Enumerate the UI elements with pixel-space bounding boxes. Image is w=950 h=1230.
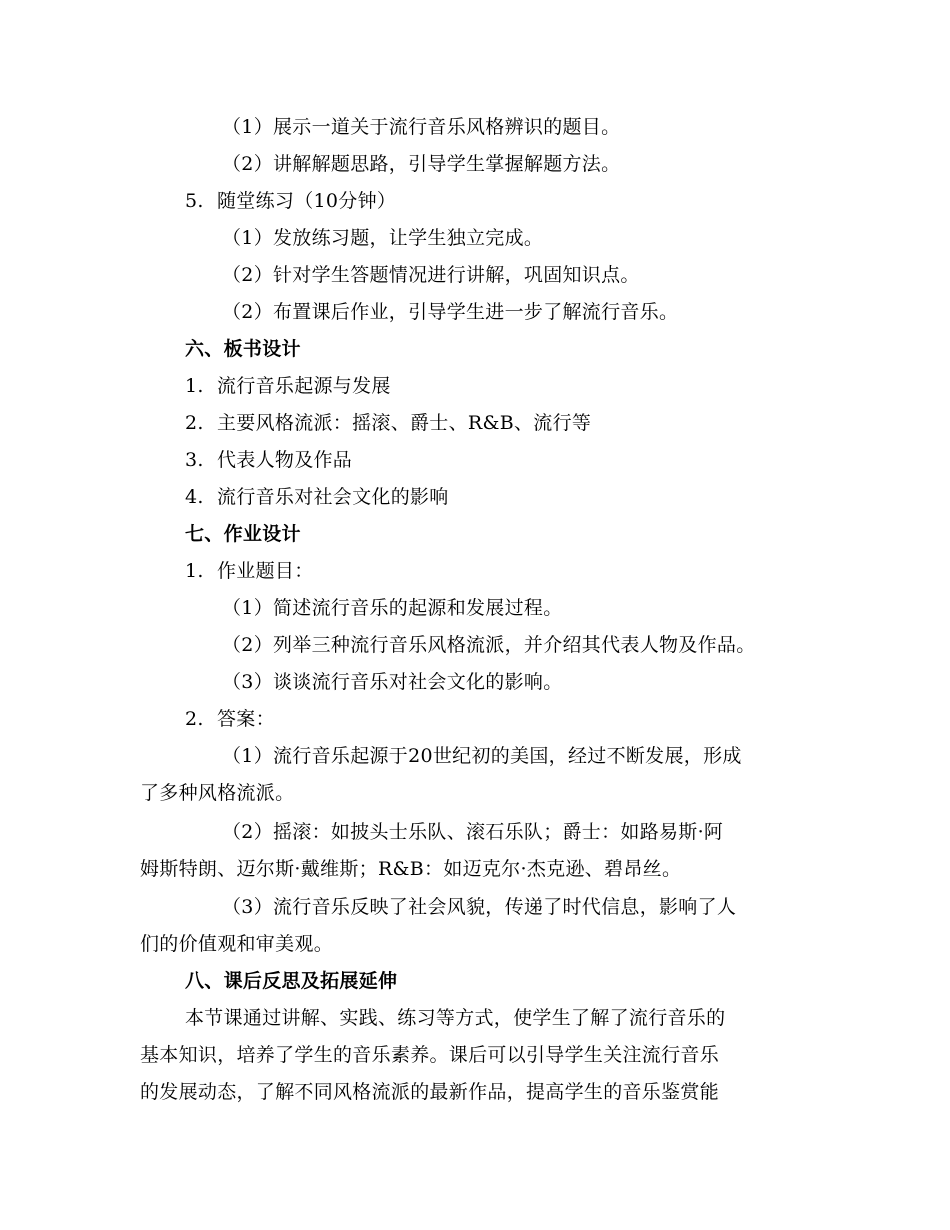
- section6-item-2: [185, 410, 591, 436]
- section7-answer-title-line: [185, 706, 275, 732]
- section7-question-1: （1）简述流行音乐的起源和发展过程。: [222, 597, 563, 619]
- sec5-item-1: （1）展示一道关于流行音乐风格辨识的题目。: [222, 116, 621, 138]
- section8-paragraph-line-1: 本节课通过讲解、实践、练习等方式，使学生了解了流行音乐的: [185, 1007, 726, 1029]
- step5-title-line: [185, 188, 396, 214]
- section7-answer-3-line-1: （3）流行音乐反映了社会风貌，传递了时代信息，影响了人: [222, 896, 737, 918]
- section6-item-4: [185, 484, 449, 510]
- section6-item-4-number: 4.: [185, 486, 204, 508]
- step5-title: 随堂练习（10分钟）: [217, 190, 397, 212]
- section7-answer-3-line-2: 们的价值观和审美观。: [140, 933, 334, 955]
- section7-question-2: （2）列举三种流行音乐风格流派，并介绍其代表人物及作品。: [222, 634, 756, 656]
- section6-heading: 六、板书设计: [185, 338, 301, 360]
- section6-item-3: [185, 447, 352, 473]
- section7-question-title-line: [185, 558, 314, 584]
- section8-paragraph-line-2: 基本知识，培养了学生的音乐素养。课后可以引导学生关注流行音乐: [140, 1044, 720, 1066]
- section7-question-title: 作业题目：: [217, 560, 314, 582]
- section6-item-1-number: 1.: [185, 375, 204, 397]
- section6-item-2-number: 2.: [185, 412, 204, 434]
- section7-heading: 七、作业设计: [185, 523, 301, 545]
- section6-item-1-text: 流行音乐起源与发展: [217, 375, 391, 397]
- section7-answer-1-line-2: 了多种风格流派。: [140, 782, 295, 804]
- section6-item-3-number: 3.: [185, 449, 204, 471]
- section8-paragraph-line-3: 的发展动态，了解不同风格流派的最新作品，提高学生的音乐鉴赏能: [140, 1081, 720, 1103]
- section7-question-3: （3）谈谈流行音乐对社会文化的影响。: [222, 671, 563, 693]
- section6-item-4-text: 流行音乐对社会文化的影响: [217, 486, 449, 508]
- section7-answer-2-line-2: 姆斯特朗、迈尔斯·戴维斯；R&B：如迈克尔·杰克逊、碧昂丝。: [140, 858, 682, 880]
- section6-item-1: [185, 373, 391, 399]
- section7-answer-title: 答案：: [217, 708, 275, 730]
- step5-item-3: （2）布置课后作业，引导学生进一步了解流行音乐。: [222, 301, 679, 323]
- section6-item-2-text: 主要风格流派：摇滚、爵士、R&B、流行等: [217, 412, 592, 434]
- section8-heading: 八、课后反思及拓展延伸: [185, 970, 398, 992]
- step5-number: 5.: [185, 190, 204, 212]
- section6-item-3-text: 代表人物及作品: [217, 449, 353, 471]
- step5-item-2: （2）针对学生答题情况进行讲解，巩固知识点。: [222, 264, 640, 286]
- sec5-item-2: （2）讲解解题思路，引导学生掌握解题方法。: [222, 153, 621, 175]
- section7-answer-1-line-1: （1）流行音乐起源于20世纪初的美国，经过不断发展，形成: [222, 745, 742, 767]
- step5-item-1: （1）发放练习题，让学生独立完成。: [222, 227, 544, 249]
- section7-answer-2-line-1: （2）摇滚：如披头士乐队、滚石乐队；爵士：如路易斯·阿: [222, 821, 724, 843]
- section7-question-number: 1.: [185, 560, 204, 582]
- section7-answer-number: 2.: [185, 708, 204, 730]
